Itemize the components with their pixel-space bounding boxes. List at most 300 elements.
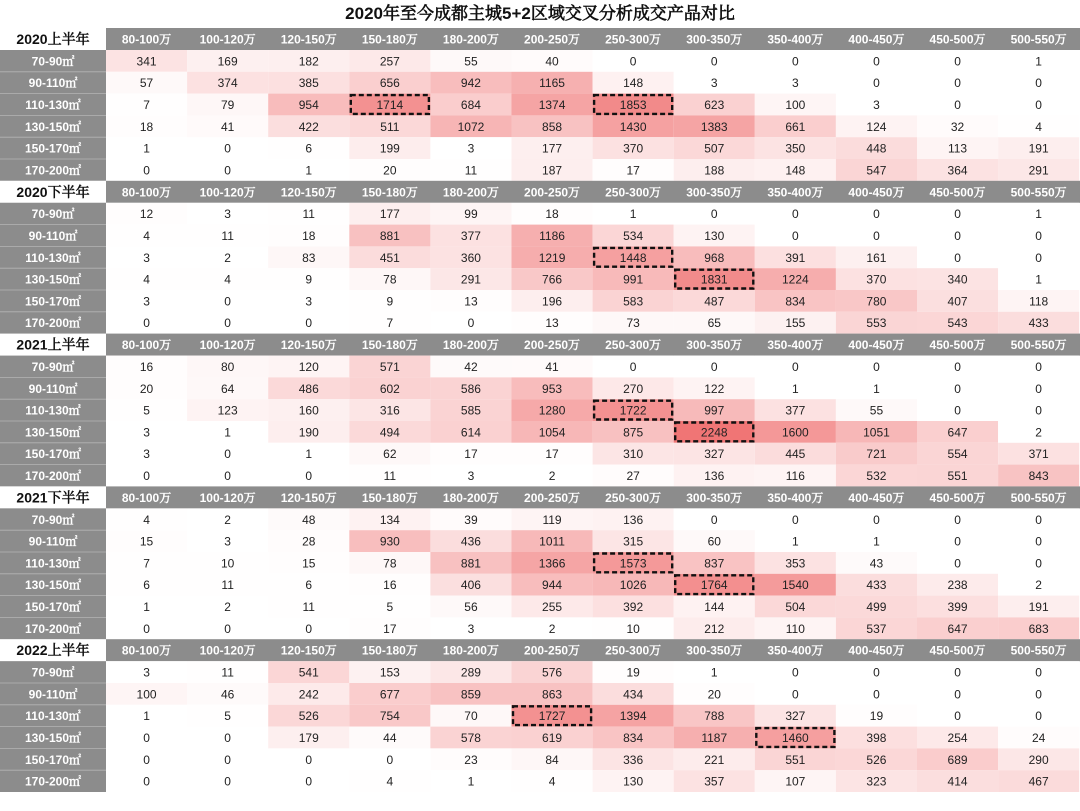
- cell-value: 199: [379, 141, 400, 156]
- cell-value: 0: [873, 229, 880, 243]
- cell-value: 0: [954, 665, 961, 680]
- cell-value: 0: [1035, 381, 1042, 396]
- cell-value: 118: [1029, 294, 1049, 309]
- cell-value: 7: [386, 316, 394, 331]
- area-range-label: 130-150㎡: [24, 425, 82, 440]
- cell-value: 1187: [701, 731, 728, 745]
- area-range-label: 150-170㎡: [24, 447, 82, 462]
- area-range-label: 110-130㎡: [25, 98, 81, 112]
- cell-value: 136: [623, 512, 644, 527]
- cell-value: 2: [548, 621, 556, 636]
- cell-value: 433: [866, 578, 887, 593]
- cell-value: 83: [302, 250, 316, 265]
- cell-value: 360: [460, 250, 481, 265]
- cell-value: 84: [545, 752, 559, 767]
- cell-value: 0: [954, 709, 961, 724]
- price-range-header: 400-450万: [848, 338, 905, 353]
- cell-value: 422: [298, 119, 319, 134]
- cell-value: 12: [139, 207, 154, 222]
- cell-value: 391: [785, 250, 806, 265]
- cell-value: 551: [785, 752, 806, 767]
- cell-value: 0: [710, 360, 718, 374]
- cell-value: 0: [954, 54, 961, 69]
- price-range-header: 450-500万: [929, 643, 986, 658]
- cell-value: 41: [545, 360, 559, 374]
- price-range-header: 200-250万: [524, 338, 581, 353]
- cell-value: 0: [954, 250, 961, 265]
- cell-value: 683: [1028, 621, 1049, 636]
- cell-value: 0: [224, 447, 231, 462]
- cell-value: 0: [954, 403, 961, 418]
- cell-value: 571: [379, 360, 400, 374]
- cell-value: 0: [305, 316, 313, 331]
- cell-value: 656: [379, 76, 400, 91]
- cell-value: 1: [792, 534, 799, 549]
- cell-value: 377: [460, 229, 481, 243]
- price-range-header: 450-500万: [929, 490, 986, 505]
- cell-value: 1430: [619, 119, 647, 134]
- area-range-label: 170-200㎡: [24, 621, 82, 636]
- cell-value: 3: [792, 76, 799, 91]
- cell-value: 0: [873, 360, 880, 374]
- cell-value: 18: [139, 119, 154, 134]
- cell-value: 0: [792, 54, 799, 69]
- price-range-header: 450-500万: [929, 185, 986, 200]
- cell-value: 13: [464, 294, 478, 309]
- cell-value: 399: [947, 600, 968, 614]
- cell-value: 2: [224, 250, 231, 265]
- cell-value: 27: [626, 469, 640, 483]
- cell-value: 0: [792, 665, 799, 680]
- cell-value: 487: [704, 294, 725, 309]
- cell-value: 451: [379, 250, 400, 265]
- cell-value: 44: [383, 731, 397, 745]
- cell-value: 834: [623, 731, 644, 745]
- cell-value: 0: [305, 621, 313, 636]
- cell-value: 0: [954, 534, 961, 549]
- price-range-header: 350-400万: [767, 338, 824, 353]
- area-range-label: 90-110㎡: [28, 381, 78, 396]
- cell-value: 721: [866, 447, 887, 462]
- area-range-label: 70-90㎡: [31, 665, 75, 680]
- cell-value: 433: [1028, 316, 1049, 331]
- cell-value: 17: [383, 621, 397, 636]
- price-range-header: 500-550万: [1010, 643, 1067, 658]
- price-range-header: 500-550万: [1010, 32, 1067, 47]
- cell-value: 0: [792, 360, 799, 374]
- cell-value: 7: [143, 98, 150, 112]
- cell-value: 3: [305, 294, 313, 309]
- cell-value: 511: [380, 119, 400, 134]
- price-range-header: 300-350万: [686, 338, 743, 353]
- cell-value: 120: [298, 360, 319, 374]
- price-range-header: 350-400万: [767, 643, 824, 658]
- cell-value: 24: [1031, 731, 1046, 745]
- cell-value: 3: [467, 621, 475, 636]
- period-block: [0, 486, 1080, 639]
- cell-value: 11: [383, 469, 397, 483]
- cell-value: 79: [220, 98, 235, 112]
- price-range-header: 150-180万: [361, 338, 418, 353]
- area-range-label: 110-130㎡: [25, 556, 81, 571]
- cell-value: 834: [785, 294, 806, 309]
- cell-value: 374: [217, 76, 238, 91]
- cell-value: 788: [704, 709, 725, 724]
- area-range-label: 90-110㎡: [28, 534, 78, 549]
- cell-value: 0: [954, 556, 961, 571]
- cell-value: 107: [785, 774, 806, 789]
- price-range-header: 250-300万: [605, 185, 662, 200]
- cell-value: 0: [954, 381, 961, 396]
- cell-value: 0: [1035, 534, 1042, 549]
- period-label: 2020下半年: [16, 183, 90, 200]
- cell-value: 3: [224, 207, 231, 222]
- cell-value: 1374: [538, 98, 566, 112]
- period-label: 2021上半年: [16, 336, 90, 353]
- cell-value: 837: [704, 556, 725, 571]
- area-range-label: 90-110㎡: [28, 76, 78, 91]
- cell-value: 0: [305, 469, 313, 483]
- price-range-header: 250-300万: [605, 32, 662, 47]
- area-range-label: 130-150㎡: [24, 119, 82, 134]
- cell-value: 110: [785, 621, 805, 636]
- cell-value: 843: [1028, 469, 1049, 483]
- cell-value: 1: [143, 709, 150, 724]
- price-range-header: 450-500万: [929, 338, 986, 353]
- cell-value: 0: [873, 207, 880, 222]
- cell-value: 18: [545, 207, 559, 222]
- cell-value: 1366: [538, 556, 566, 571]
- price-range-header: 180-200万: [442, 185, 499, 200]
- cell-value: 40: [545, 54, 559, 69]
- price-range-header: 100-120万: [199, 490, 256, 505]
- cell-value: 113: [947, 141, 968, 156]
- cell-value: 406: [460, 578, 481, 593]
- cell-value: 0: [224, 163, 231, 178]
- cell-value: 17: [464, 447, 478, 462]
- cell-value: 377: [785, 403, 806, 418]
- cell-value: 315: [623, 534, 644, 549]
- cell-value: 18: [302, 229, 316, 243]
- cell-value: 1: [305, 447, 313, 462]
- cell-value: 0: [224, 774, 231, 789]
- cell-value: 0: [873, 687, 880, 702]
- cell-value: 5: [386, 600, 394, 614]
- cell-value: 78: [383, 272, 397, 287]
- cell-value: 0: [1035, 403, 1042, 418]
- cell-value: 0: [224, 469, 231, 483]
- cell-value: 340: [947, 272, 968, 287]
- cell-value: 39: [464, 512, 478, 527]
- cell-value: 1: [143, 141, 150, 156]
- cell-value: 0: [954, 76, 961, 91]
- cell-value: 504: [785, 600, 806, 614]
- price-range-header: 100-120万: [199, 32, 256, 47]
- cell-value: 1: [143, 600, 150, 614]
- cell-value: 2: [224, 600, 231, 614]
- price-range-header: 150-180万: [361, 490, 418, 505]
- cell-value: 116: [785, 469, 805, 483]
- cell-value: 0: [143, 163, 150, 178]
- area-range-label: 70-90㎡: [31, 360, 75, 374]
- period-label: 2022上半年: [16, 642, 90, 659]
- cell-value: 0: [386, 752, 394, 767]
- cell-value: 0: [710, 207, 718, 222]
- cell-value: 60: [707, 534, 721, 549]
- cell-value: 532: [866, 469, 887, 483]
- area-range-label: 90-110㎡: [28, 687, 78, 702]
- cell-value: 123: [217, 403, 238, 418]
- cell-value: 1: [873, 534, 880, 549]
- cell-value: 0: [1035, 76, 1042, 91]
- cell-value: 0: [224, 294, 231, 309]
- price-range-header: 400-450万: [848, 490, 905, 505]
- cell-value: 3: [143, 425, 150, 440]
- cell-value: 0: [224, 731, 231, 745]
- cell-value: 1186: [539, 229, 565, 243]
- cell-value: 0: [143, 469, 150, 483]
- cell-value: 212: [704, 621, 725, 636]
- cell-value: 11: [464, 163, 478, 178]
- price-range-header: 80-100万: [121, 643, 172, 658]
- cell-value: 5: [143, 403, 150, 418]
- cell-value: 15: [139, 534, 154, 549]
- cell-value: 255: [542, 600, 563, 614]
- cell-value: 2: [224, 512, 231, 527]
- cell-value: 1280: [538, 403, 566, 418]
- cell-value: 364: [947, 163, 968, 178]
- cell-value: 130: [704, 229, 725, 243]
- price-range-header: 120-150万: [280, 32, 337, 47]
- cell-value: 11: [221, 665, 234, 680]
- cell-value: 64: [220, 381, 235, 396]
- cell-value: 1394: [619, 709, 647, 724]
- cell-value: 148: [785, 163, 806, 178]
- cell-value: 291: [1028, 163, 1049, 178]
- cell-value: 661: [785, 119, 806, 134]
- area-range-label: 110-130㎡: [25, 403, 81, 418]
- cell-value: 0: [629, 54, 637, 69]
- cell-value: 11: [302, 207, 315, 222]
- price-range-header: 100-120万: [199, 338, 256, 353]
- cell-value: 257: [379, 54, 400, 69]
- cell-value: 19: [869, 709, 884, 724]
- cell-value: 291: [460, 272, 481, 287]
- cell-value: 942: [460, 76, 481, 91]
- cell-value: 0: [954, 687, 961, 702]
- cell-value: 0: [1035, 250, 1042, 265]
- area-range-label: 130-150㎡: [24, 578, 82, 593]
- price-range-header: 180-200万: [442, 338, 499, 353]
- cell-value: 1853: [619, 98, 647, 112]
- price-range-header: 500-550万: [1010, 490, 1067, 505]
- cell-value: 858: [542, 119, 563, 134]
- price-range-header: 200-250万: [524, 185, 581, 200]
- cell-value: 780: [866, 294, 887, 309]
- cell-value: 6: [143, 578, 150, 593]
- cell-value: 4: [386, 774, 394, 789]
- cell-value: 1: [1035, 54, 1042, 69]
- area-range-label: 90-110㎡: [28, 229, 78, 243]
- price-range-header: 200-250万: [524, 490, 581, 505]
- cell-value: 1460: [781, 731, 809, 745]
- cell-value: 554: [947, 447, 968, 462]
- heatmap-chart: [0, 28, 1080, 811]
- area-range-label: 70-90㎡: [31, 512, 75, 527]
- cell-value: 15: [302, 556, 316, 571]
- cell-value: 553: [866, 316, 887, 331]
- cell-value: 238: [947, 578, 968, 593]
- cell-value: 1: [629, 207, 637, 222]
- area-range-label: 150-170㎡: [24, 600, 82, 614]
- cell-value: 341: [136, 54, 157, 69]
- cell-value: 968: [704, 250, 725, 265]
- cell-value: 182: [298, 54, 319, 69]
- cell-value: 526: [866, 752, 887, 767]
- cell-value: 242: [298, 687, 319, 702]
- price-range-header: 120-150万: [280, 490, 337, 505]
- price-range-header: 80-100万: [121, 32, 172, 47]
- cell-value: 5: [224, 709, 231, 724]
- cell-value: 6: [305, 141, 313, 156]
- cell-value: 385: [298, 76, 319, 91]
- area-range-label: 130-150㎡: [24, 272, 82, 287]
- period-block: [0, 28, 1080, 181]
- cell-value: 3: [224, 534, 231, 549]
- cell-value: 73: [626, 316, 640, 331]
- cell-value: 62: [383, 447, 397, 462]
- cell-value: 0: [873, 54, 880, 69]
- cell-value: 392: [623, 600, 644, 614]
- cell-value: 1722: [619, 403, 647, 418]
- cell-value: 6: [305, 578, 313, 593]
- cell-value: 148: [623, 76, 644, 91]
- price-range-header: 120-150万: [280, 643, 337, 658]
- cell-value: 991: [623, 272, 644, 287]
- cell-value: 1: [1035, 272, 1042, 287]
- cell-value: 187: [542, 163, 563, 178]
- cell-value: 289: [460, 665, 481, 680]
- price-range-header: 80-100万: [121, 490, 172, 505]
- cell-value: 20: [707, 687, 721, 702]
- cell-value: 0: [224, 621, 231, 636]
- cell-value: 0: [1035, 360, 1042, 374]
- cell-value: 1540: [781, 578, 809, 593]
- price-range-header: 120-150万: [280, 185, 337, 200]
- cell-value: 336: [623, 752, 644, 767]
- price-range-header: 400-450万: [848, 643, 905, 658]
- cell-value: 100: [136, 687, 157, 702]
- cell-value: 370: [623, 141, 644, 156]
- price-range-header: 350-400万: [767, 32, 824, 47]
- cell-value: 863: [542, 687, 563, 702]
- cell-value: 130: [623, 774, 644, 789]
- cell-value: 881: [379, 229, 400, 243]
- cell-value: 160: [298, 403, 319, 418]
- cell-value: 3: [710, 76, 718, 91]
- cell-value: 3: [467, 141, 475, 156]
- cell-value: 766: [542, 272, 563, 287]
- cell-value: 534: [623, 229, 644, 243]
- cell-value: 2: [548, 469, 556, 483]
- period-block: [0, 181, 1080, 334]
- cell-value: 4: [143, 229, 150, 243]
- cell-value: 70: [464, 709, 478, 724]
- cell-value: 11: [221, 229, 234, 243]
- cell-value: 754: [379, 709, 400, 724]
- cell-value: 1026: [619, 578, 647, 593]
- cell-value: 3: [143, 665, 150, 680]
- cell-value: 316: [379, 403, 400, 418]
- price-range-header: 450-500万: [929, 32, 986, 47]
- cell-value: 4: [224, 272, 231, 287]
- cell-value: 124: [866, 119, 887, 134]
- cell-value: 4: [143, 272, 150, 287]
- price-range-header: 200-250万: [524, 643, 581, 658]
- cell-value: 119: [542, 512, 562, 527]
- cell-value: 954: [298, 98, 319, 112]
- cell-value: 327: [785, 709, 806, 724]
- area-range-label: 130-150㎡: [24, 731, 82, 745]
- period-block: [0, 639, 1080, 792]
- cell-value: 43: [869, 556, 884, 571]
- cell-value: 0: [224, 141, 231, 156]
- cell-value: 0: [1035, 98, 1042, 112]
- cell-value: 3: [143, 294, 150, 309]
- cell-value: 1764: [700, 578, 728, 593]
- cell-value: 0: [629, 360, 637, 374]
- cell-value: 0: [792, 512, 799, 527]
- cell-value: 647: [947, 425, 968, 440]
- area-range-label: 110-130㎡: [25, 250, 81, 265]
- cell-value: 647: [947, 621, 968, 636]
- cell-value: 1: [1035, 207, 1042, 222]
- cell-value: 1831: [700, 272, 728, 287]
- price-range-header: 150-180万: [361, 185, 418, 200]
- cell-value: 1: [467, 774, 475, 789]
- cell-value: 398: [866, 731, 887, 745]
- price-range-header: 300-350万: [686, 643, 743, 658]
- price-range-header: 250-300万: [605, 643, 662, 658]
- price-range-header: 180-200万: [442, 32, 499, 47]
- cell-value: 2248: [700, 425, 728, 440]
- cell-value: 188: [704, 163, 725, 178]
- cell-value: 17: [545, 447, 559, 462]
- cell-value: 1727: [538, 709, 566, 724]
- cell-value: 28: [302, 534, 316, 549]
- price-range-header: 250-300万: [605, 338, 662, 353]
- cell-value: 55: [869, 403, 884, 418]
- cell-value: 9: [386, 294, 394, 309]
- cell-value: 3: [143, 250, 150, 265]
- cell-value: 9: [305, 272, 313, 287]
- cell-value: 0: [954, 512, 961, 527]
- cell-value: 0: [1035, 709, 1042, 724]
- cell-value: 357: [704, 774, 725, 789]
- cell-value: 0: [467, 316, 475, 331]
- cell-value: 543: [947, 316, 968, 331]
- cell-value: 436: [460, 534, 481, 549]
- cell-value: 0: [143, 731, 150, 745]
- cell-value: 370: [866, 272, 887, 287]
- cell-value: 0: [224, 752, 231, 767]
- cell-value: 930: [379, 534, 400, 549]
- price-range-header: 100-120万: [199, 643, 256, 658]
- cell-value: 507: [704, 141, 725, 156]
- cell-value: 23: [464, 752, 478, 767]
- cell-value: 583: [623, 294, 644, 309]
- cell-value: 0: [305, 752, 313, 767]
